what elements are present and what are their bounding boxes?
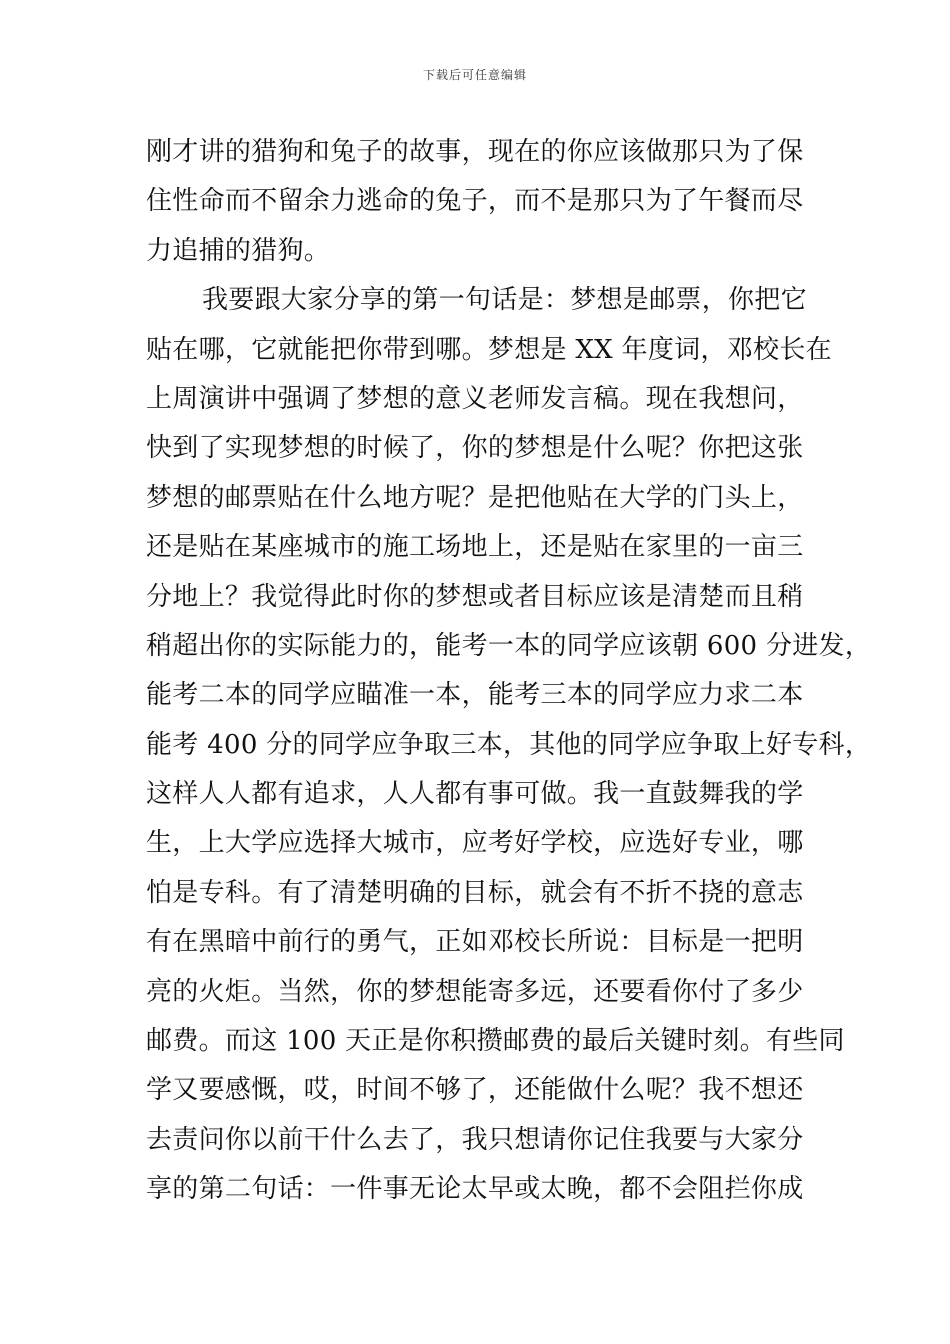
text-line: 学又要感慨，哎，时间不够了，还能做什么呢？我不想还 xyxy=(146,1075,804,1106)
text-line: 享的第二句话：一件事无论太早或太晚，都不会阻拦你成 xyxy=(146,1174,804,1205)
page-header: 下载后可任意编辑 xyxy=(422,68,527,82)
text-line: 贴在哪，它就能把你带到哪。梦想是 XX 年度词，邓校长在 xyxy=(146,334,832,365)
document-body xyxy=(146,128,872,1215)
text-line: 分地上？我觉得此时你的梦想或者目标应该是清楚而且稍 xyxy=(146,581,804,612)
text-line: 去责问你以前干什么去了，我只想请你记住我要与大家分 xyxy=(146,1124,804,1155)
text-line: 能考二本的同学应瞄准一本，能考三本的同学应力求二本 xyxy=(146,680,804,711)
text-line: 梦想的邮票贴在什么地方呢？是把他贴在大学的门头上， xyxy=(146,482,804,513)
text-line: 这样人人都有追求，人人都有事可做。我一直鼓舞我的学 xyxy=(146,779,804,810)
text-line: 刚才讲的猎狗和兔子的故事，现在的你应该做那只为了保 xyxy=(146,137,804,167)
text-line: 力追捕的猎狗。 xyxy=(146,235,331,266)
text-line: 能考 400 分的同学应争取三本，其他的同学应争取上好专科， xyxy=(146,729,872,760)
paragraph-1 xyxy=(146,128,826,276)
text-line: 我要跟大家分享的第一句话是：梦想是邮票，你把它 xyxy=(202,285,807,316)
text-line: 上周演讲中强调了梦想的意义老师发言稿。现在我想问， xyxy=(146,383,804,414)
text-line: 邮费。而这 100 天正是你积攒邮费的最后关键时刻。有些同 xyxy=(146,1026,845,1057)
text-line: 还是贴在某座城市的施工场地上，还是贴在家里的一亩三 xyxy=(146,532,804,563)
text-line: 生，上大学应选择大城市，应考好学校，应选好专业，哪 xyxy=(146,828,804,859)
text-line: 稍超出你的实际能力的，能考一本的同学应该朝 600 分进发， xyxy=(146,630,872,661)
text-line: 怕是专科。有了清楚明确的目标，就会有不折不挠的意志 xyxy=(146,877,804,908)
text-line: 亮的火炬。当然，你的梦想能寄多远，还要看你付了多少 xyxy=(146,976,804,1007)
paragraph-2 xyxy=(146,276,872,1214)
text-line: 住性命而不留余力逃命的兔子，而不是那只为了午餐而尽 xyxy=(146,186,804,217)
text-line: 有在黑暗中前行的勇气，正如邓校长所说：目标是一把明 xyxy=(146,927,804,958)
text-line: 快到了实现梦想的时候了，你的梦想是什么呢？你把这张 xyxy=(146,433,804,464)
